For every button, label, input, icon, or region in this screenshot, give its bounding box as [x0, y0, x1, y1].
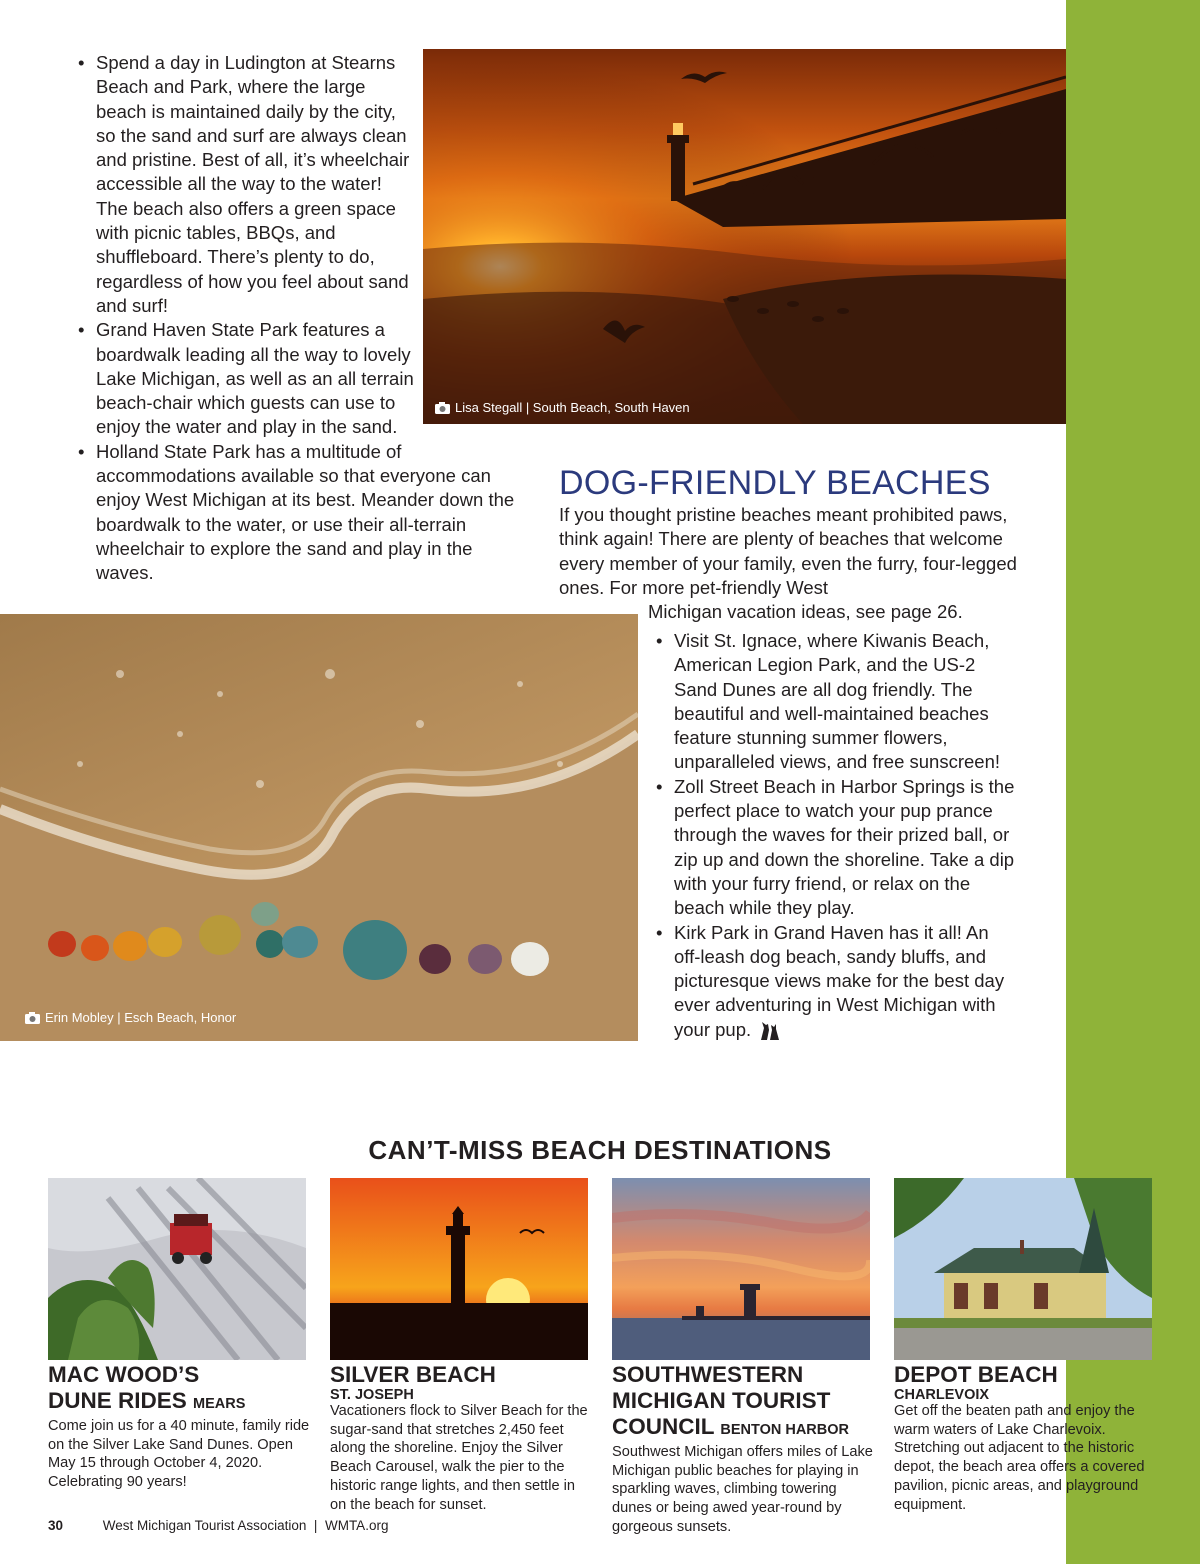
photo-credit-pebbles: [25, 1010, 236, 1025]
destination-location: ST. JOSEPH: [330, 1387, 414, 1403]
beach-accessibility-list: [78, 51, 515, 586]
destination-title-line: DUNE RIDES: [48, 1388, 187, 1413]
depot-building-photo: [894, 1178, 1152, 1360]
dog-intro-text: If you thought pristine beaches meant prohibited paws, think again! There are plenty of beaches that welcome every member of your family, even the furry, four-legged ones. For more pet-friendly West: [559, 504, 1017, 598]
footer-site: WMTA.org: [324, 1518, 389, 1533]
destination-location: CHARLEVOIX: [894, 1387, 990, 1403]
photo-credit-pier: [435, 400, 690, 415]
destination-mac-woods: [48, 1362, 310, 1492]
destination-title: SILVER BEACH: [330, 1362, 496, 1387]
footer-org: West Michigan Tourist Association: [102, 1518, 307, 1533]
destination-depot-beach: [894, 1362, 1156, 1514]
destination-title: [48, 1362, 310, 1417]
destinations-heading: CAN’T-MISS BEACH DESTINATIONS: [368, 1135, 832, 1165]
destination-title-line: MICHIGAN TOURIST: [612, 1388, 831, 1413]
dog-intro-text-end: Michigan vacation ideas, see page 26.: [648, 601, 963, 622]
page-number: 30: [48, 1518, 64, 1533]
footer-separator: |: [313, 1518, 318, 1533]
destination-description: Get off the beaten path and enjoy the warm waters of Lake Charlevoix. Stretching out adjacent to the historic depot, the beach area offers a covered pavilion, picnic areas, and playground equipment.: [894, 1403, 1145, 1513]
lighthouse-sunset-photo: [330, 1178, 588, 1360]
list-item: • Holland State Park has a multitude of accommodations available so that everyone can enjoy West Michigan at its best. Meander down the boardwalk to the water, or use their all-terrain wheelchair to explore the sand and play in the waves.: [78, 440, 518, 586]
destination-title-line: MAC WOOD’S: [48, 1362, 200, 1387]
pier-sunset-photo: [423, 49, 1066, 424]
dog-beach-list: [656, 629, 1016, 1046]
page-footer: [48, 1518, 388, 1533]
caption-text: Erin Mobley | Esch Beach, Honor: [45, 1010, 237, 1025]
dog-silhouette-icon: [759, 1020, 781, 1046]
list-item: • Grand Haven State Park features a boardwalk leading all the way to lovely Lake Michigan, as well as an all terrain beach-chair which guests can use to enjoy the water and play in the sand.: [78, 318, 418, 439]
destination-location: BENTON HARBOR: [720, 1422, 849, 1438]
dune-ride-photo: [48, 1178, 306, 1360]
pier-dusk-photo: [612, 1178, 870, 1360]
destination-title: [612, 1362, 874, 1443]
destination-title-line: COUNCIL: [612, 1414, 715, 1439]
list-item: • Spend a day in Ludington at Stearns Beach and Park, where the large beach is maintained daily by the city, so the sand and surf are always clean and pristine. Best of all, it’s wheelchair accessible all the way to the water! The beach also offers a green space with picnic tables, BBQs, and shuffleboard. There’s plenty to do, regardless of how you feel about sand and surf!: [78, 51, 418, 318]
camera-icon: [25, 1012, 40, 1024]
destination-title: DEPOT BEACH: [894, 1362, 1058, 1387]
destination-description: Vacationers flock to Silver Beach for the sugar-sand that stretches 2,450 feet along the shoreline. Enjoy the Silver Beach Carousel, walk the pier to the historic range lights, and then settle in on the beach for sunset.: [330, 1403, 588, 1513]
destination-description: Come join us for a 40 minute, family ride on the Silver Lake Sand Dunes. Open May 15 through October 4, 2020. Celebrating 90 years!: [48, 1418, 310, 1491]
destination-description: Southwest Michigan offers miles of Lake Michigan public beaches for playing in sparkling waves, climbing towering dunes or being awed year-round by gorgeous sunsets.: [612, 1444, 873, 1535]
list-item-text: Kirk Park in Grand Haven has it all! An off-leash dog beach, sandy bluffs, and picturesque views make for the best day ever adventuring in West Michigan with your pup.: [674, 921, 1005, 1040]
section-title-dog-friendly: DOG-FRIENDLY BEACHES: [559, 464, 991, 502]
destination-silver-beach: [330, 1362, 592, 1514]
caption-text: Lisa Stegall | South Beach, South Haven: [455, 400, 690, 415]
camera-icon: [435, 402, 450, 414]
list-item: • Zoll Street Beach in Harbor Springs is the perfect place to watch your pup prance through the waves for their prized ball, or zip up and down the shoreline. Take a dip with your furry friend, or relax on the beach while they play.: [656, 775, 1016, 921]
destination-location: MEARS: [193, 1396, 246, 1412]
list-item: [656, 921, 1016, 1046]
list-item: • Visit St. Ignace, where Kiwanis Beach, American Legion Park, and the US-2 Sand Dunes are all dog friendly. The beautiful and well-maintained beaches feature stunning summer flowers, unparalleled views, and free sunscreen!: [656, 629, 1016, 775]
destination-southwestern-michigan: [612, 1362, 874, 1537]
pebbles-beach-photo: [0, 614, 638, 1041]
destination-title-line: SOUTHWESTERN: [612, 1362, 804, 1387]
